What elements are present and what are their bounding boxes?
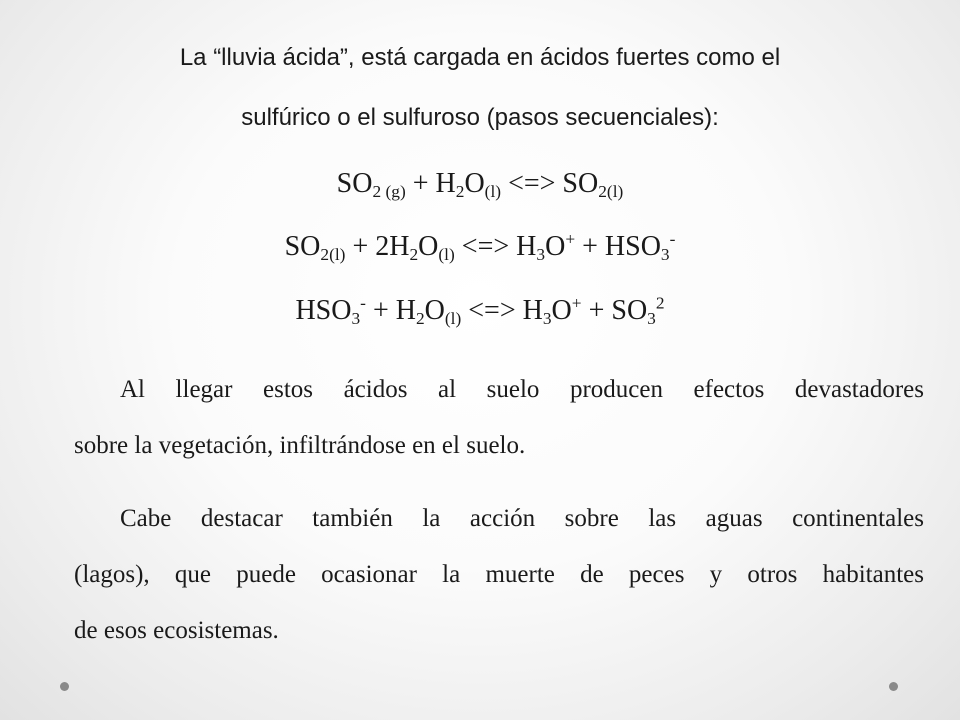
paragraph-waters-line-2: (lagos), que puede ocasionar la muerte de peces y otros habitantes: [74, 561, 924, 588]
formula-text: O: [424, 295, 445, 326]
paragraph-vegetation-line-2: sobre la vegetación, infiltrándose en el suelo.: [74, 432, 526, 459]
formula-text: O: [551, 295, 572, 326]
paragraph-waters-line-1: Cabe destacar también la acción sobre las aguas continentales: [120, 505, 924, 532]
intro-line-2: sulfúrico o el sulfuroso (pasos secuenciales):: [241, 104, 719, 131]
formula-text: <=> H: [461, 295, 543, 326]
subscript: (l): [438, 244, 455, 264]
equation-3: [60, 295, 900, 327]
intro-line-1: La “lluvia ácida”, está cargada en ácidos fuertes como el: [179, 44, 781, 71]
formula-text: <=> H: [454, 231, 537, 262]
formula-text: SO: [336, 168, 373, 199]
superscript: +: [571, 293, 582, 313]
formula-text: + H: [405, 168, 456, 199]
formula-text: + SO: [581, 295, 648, 326]
paragraph-vegetation-line-1: Al llegar estos ácidos al suelo producen efectos devastadores: [120, 376, 924, 403]
subscript: (l): [444, 308, 462, 328]
equation-1: [60, 168, 900, 200]
formula-text: HSO: [295, 295, 352, 326]
subscript: 2(l): [320, 244, 346, 264]
subscript: (l): [484, 181, 502, 201]
formula-text: O: [418, 231, 439, 262]
formula-text: O: [545, 231, 566, 262]
subscript: 3: [536, 244, 546, 264]
formula-text: + H: [365, 295, 416, 326]
subscript: 3: [542, 308, 552, 328]
subscript: 3: [351, 308, 361, 328]
paragraph-continental-waters: [74, 491, 924, 659]
superscript: -: [669, 229, 676, 249]
subscript: 2: [409, 244, 419, 264]
decorative-dot-left: [60, 682, 69, 691]
paragraph-waters-line-3: de esos ecosistemas.: [74, 617, 279, 644]
superscript: -: [360, 293, 366, 313]
paragraph-vegetation: [74, 362, 924, 474]
formula-text: O: [464, 168, 485, 199]
subscript: 2 (g): [372, 181, 406, 201]
formula-text: <=> SO: [501, 168, 599, 199]
superscript: 2: [655, 293, 665, 313]
formula-text: + HSO: [575, 231, 661, 262]
subscript: 3: [647, 308, 656, 328]
formula-text: + 2H: [345, 231, 410, 262]
formula-text: SO: [284, 231, 321, 262]
decorative-dot-right: [889, 682, 898, 691]
subscript: 2: [415, 308, 425, 328]
subscript: 3: [660, 244, 670, 264]
superscript: +: [565, 229, 576, 249]
subscript: 2: [455, 181, 465, 201]
equation-2: [60, 231, 900, 263]
subscript: 2(l): [598, 181, 624, 201]
